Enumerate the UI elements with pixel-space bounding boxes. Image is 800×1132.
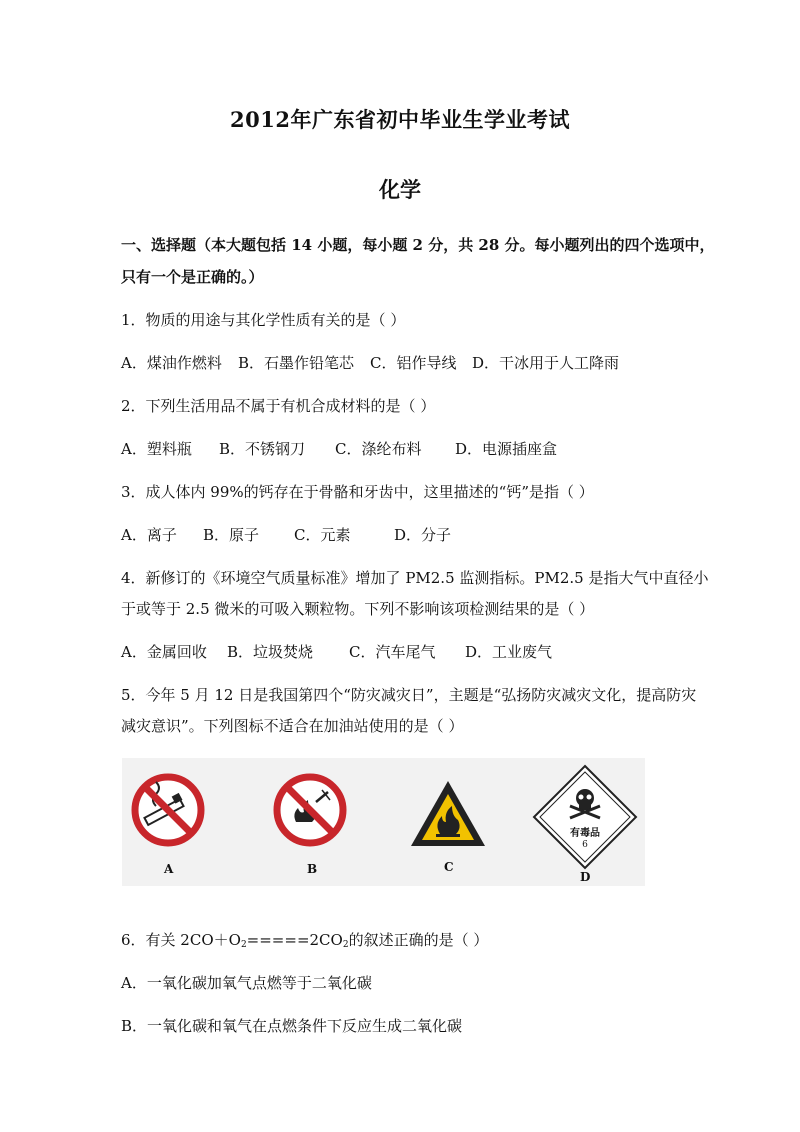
- q3-option-a: A．离子: [121, 526, 177, 544]
- q6-stem-suffix: 的叙述正确的是（ ）: [348, 931, 489, 949]
- sign-label-a: A: [164, 862, 174, 876]
- q2-option-d: D．电源插座盒: [455, 440, 558, 458]
- question-1-options: [121, 352, 619, 373]
- question-4-stem-line2: 于或等于 2.5 微米的可吸入颗粒物。下列不影响该项检测结果的是（ ）: [121, 600, 595, 618]
- q1-option-d: D．干冰用于人工降雨: [472, 354, 620, 372]
- q2-option-b: B．不锈钢刀: [219, 440, 306, 458]
- no-fireworks-icon: [272, 772, 348, 848]
- q1-option-b: B．石墨作铅笔芯: [238, 354, 355, 372]
- question-5-stem-line2: 减灾意识”。下列图标不适合在加油站使用的是（ ）: [121, 717, 464, 735]
- no-smoking-icon: [130, 772, 206, 848]
- subject-title: 化学: [379, 177, 421, 202]
- sign-label-b: B: [307, 862, 318, 876]
- question-3-stem: 3．成人体内 99%的钙存在于骨骼和牙齿中，这里描述的“钙”是指（ ）: [121, 483, 594, 501]
- section-heading-line1: 一、选择题（本大题包括 14 小题，每小题 2 分，共 28 分。每小题列出的四个选项中，: [121, 236, 715, 254]
- question-4-options: [121, 641, 552, 662]
- q4-option-a: A．金属回收: [121, 643, 207, 661]
- q6-option-a: A．一氧化碳加氧气点燃等于二氧化碳: [121, 974, 372, 992]
- question-5-stem-line1: 5．今年 5 月 12 日是我国第四个“防灾减灾日”，主题是“弘扬防灾减灾文化，提高防灾: [121, 686, 697, 704]
- q2-option-a: A．塑料瓶: [121, 440, 192, 458]
- sign-label-c: C: [444, 860, 454, 874]
- page-title: 2012年广东省初中毕业生学业考试: [230, 107, 570, 132]
- q3-option-c: C．元素: [294, 526, 351, 544]
- section-heading-line2: 只有一个是正确的。）: [121, 268, 264, 286]
- flammable-warning-icon: [408, 778, 488, 850]
- q6-subscript-o2: 2: [240, 940, 247, 950]
- q4-option-d: D．工业废气: [465, 643, 553, 661]
- q6-subscript-co2: 2: [342, 940, 349, 950]
- sign-label-d: D: [580, 870, 591, 884]
- q2-option-c: C．涤纶布料: [335, 440, 422, 458]
- q1-option-a: A．煤油作燃料: [121, 354, 222, 372]
- question-1-stem: 1．物质的用途与其化学性质有关的是（ ）: [121, 311, 406, 329]
- question-3-options: [121, 524, 451, 545]
- q3-option-b: B．原子: [203, 526, 260, 544]
- q4-option-c: C．汽车尾气: [349, 643, 436, 661]
- q6-stem-equation: =====2CO: [246, 931, 343, 949]
- question-2-stem: 2．下列生活用品不属于有机合成材料的是（ ）: [121, 397, 436, 415]
- toxic-sign: [532, 764, 638, 870]
- q6-option-b: B．一氧化碳和氧气在点燃条件下反应生成二氧化碳: [121, 1017, 463, 1035]
- question-6-stem: [121, 929, 488, 950]
- safety-signs-figure: [122, 758, 645, 886]
- q1-option-c: C．铝作导线: [370, 354, 457, 372]
- q3-option-d: D．分子: [394, 526, 452, 544]
- q4-option-b: B．垃圾焚烧: [227, 643, 314, 661]
- toxic-icon: [532, 764, 638, 870]
- toxic-sign-number: 6: [582, 840, 588, 850]
- question-2-options: [121, 438, 557, 459]
- q6-stem-prefix: 6．有关 2CO＋O: [121, 931, 241, 949]
- question-4-stem-line1: 4．新修订的《环境空气质量标准》增加了 PM2.5 监测指标。PM2.5 是指大气中直径小: [121, 569, 709, 587]
- toxic-sign-text: 有毒品: [570, 828, 600, 839]
